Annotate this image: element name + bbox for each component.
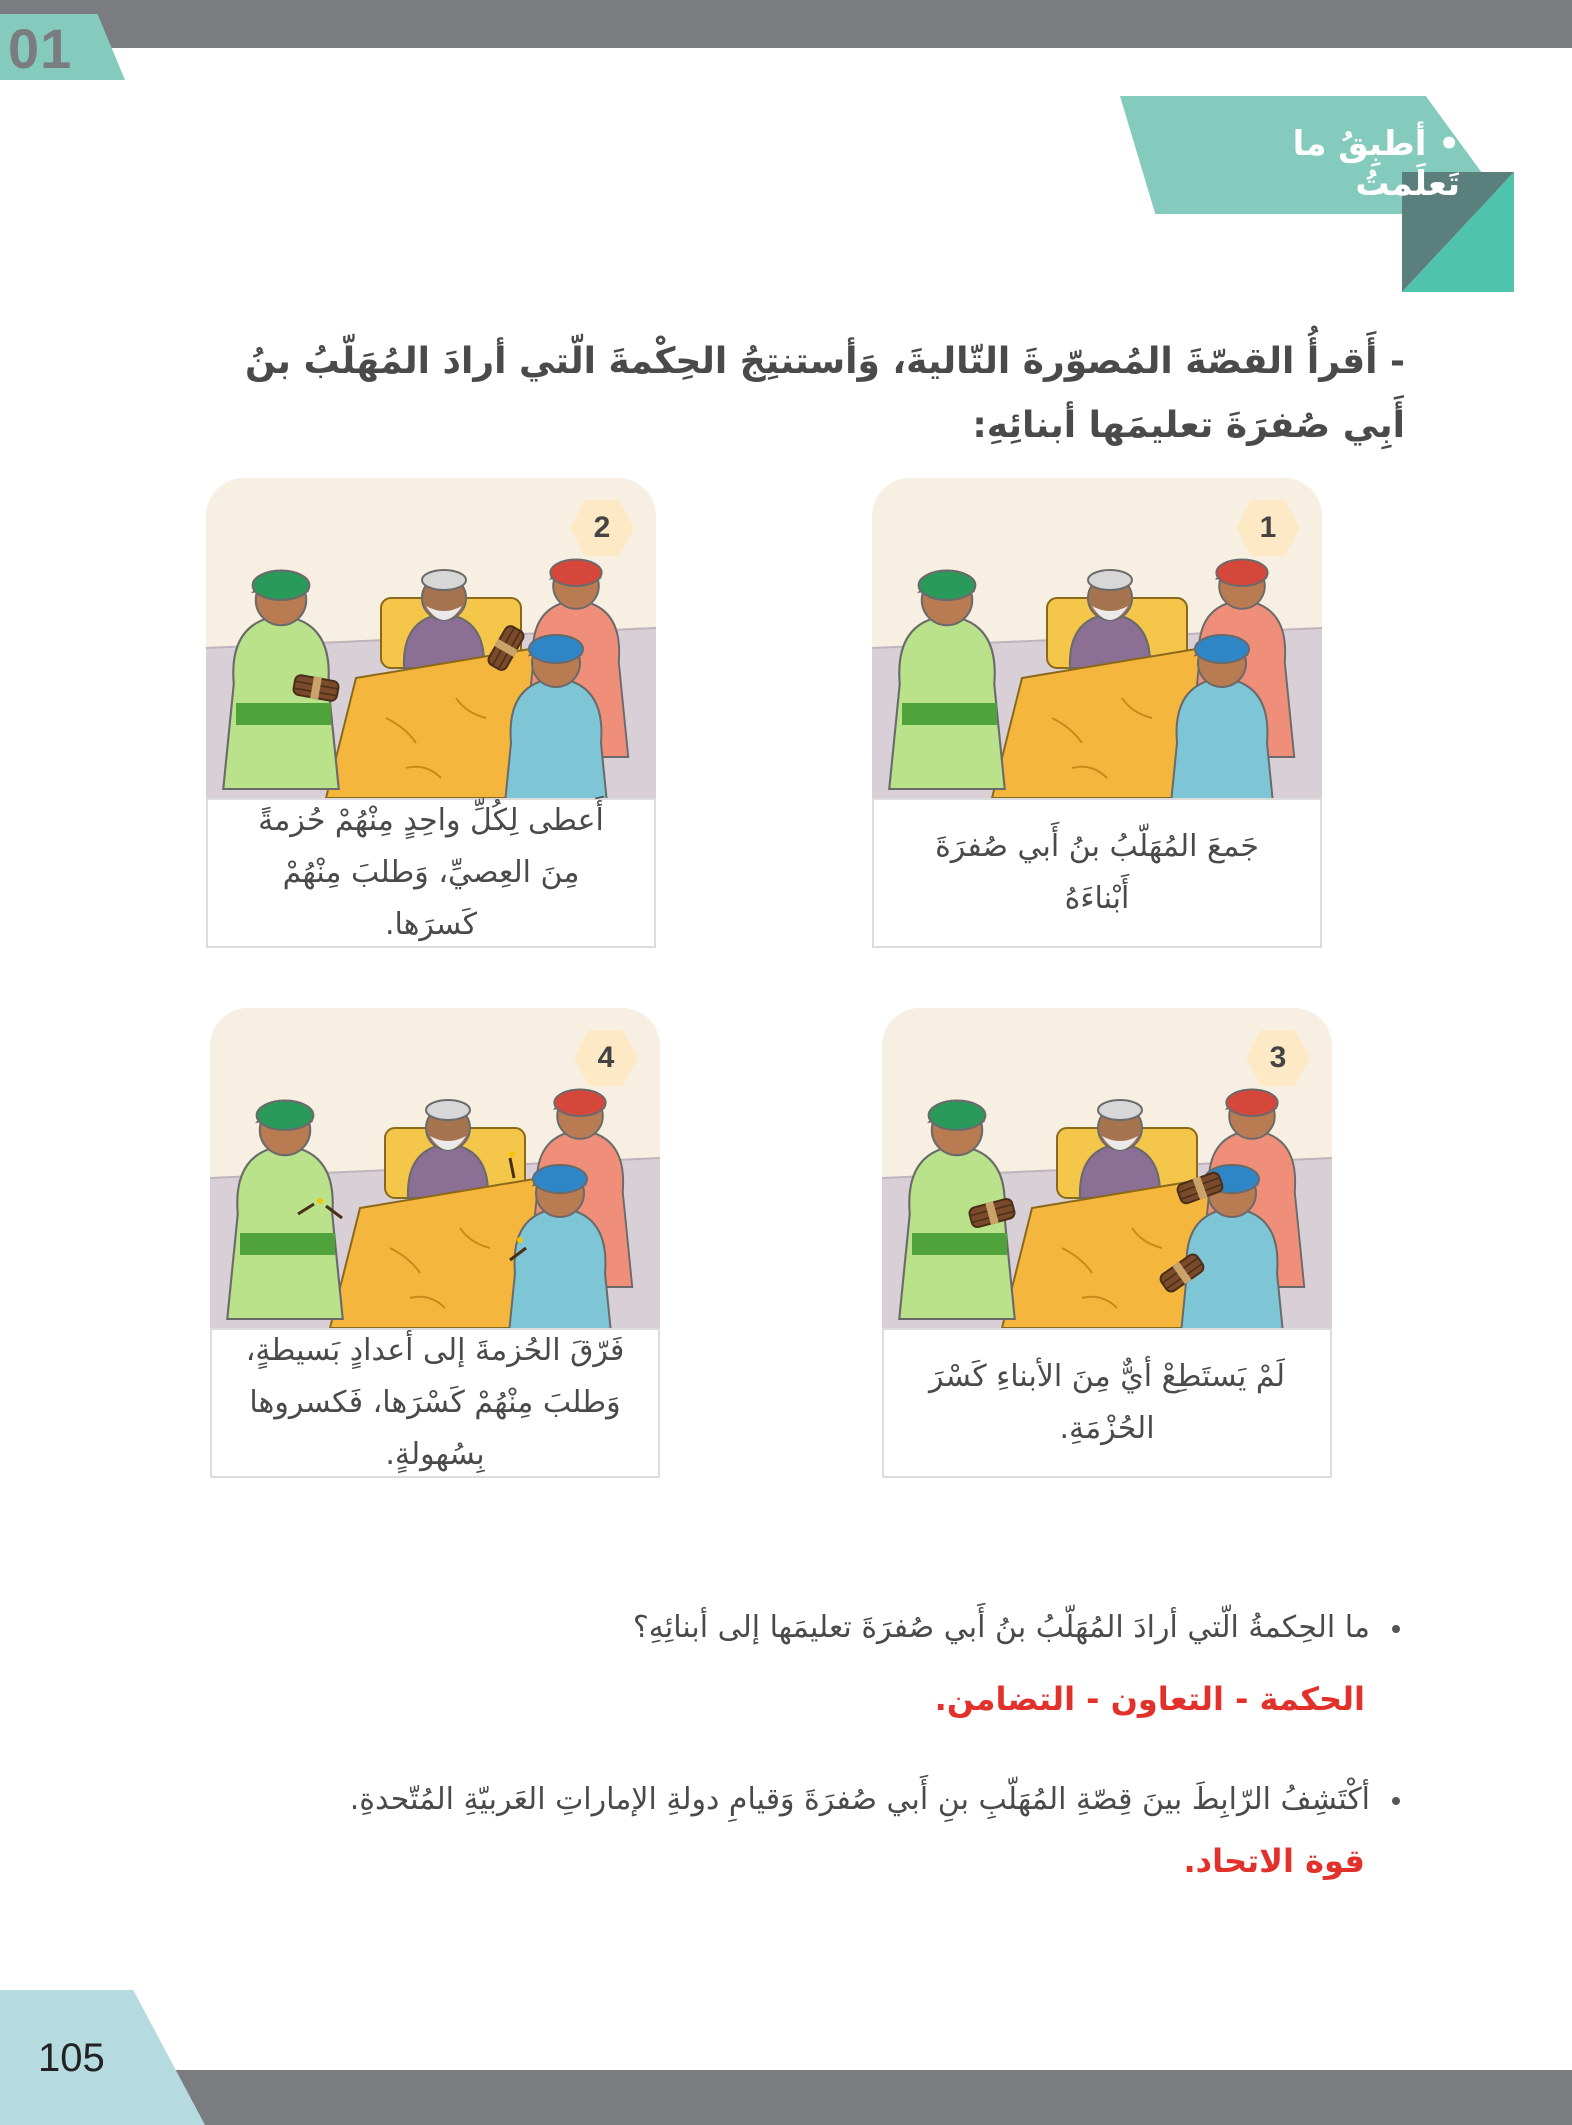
panel-number-badge bbox=[1244, 1028, 1312, 1088]
page-number: 105 bbox=[38, 2036, 105, 2080]
caption-box bbox=[872, 798, 1322, 948]
instruction-text: - أَقرأُ القصّةَ المُصوّرةَ التّاليةَ، وَأستنتِجُ الحِكْمةَ الّتي أرادَ المُهَلّبُ بنُ أَبِي صُفرَةَ تعليمَها أبنائِهِ: bbox=[245, 341, 1405, 446]
bullet-icon bbox=[1392, 1797, 1400, 1805]
panel-number-badge bbox=[568, 498, 636, 558]
panel-number: 2 bbox=[593, 511, 611, 544]
question-text: ما الحِكمةُ الّتي أرادَ المُهَلّبُ بنُ أَبي صُفرَةَ تعليمَها إلى أبنائِهِ؟ bbox=[632, 1610, 1370, 1645]
bottom-bar bbox=[0, 2070, 1572, 2125]
panel-caption: أَعطى لِكُلِّ واحِدٍ مِنْهُمْ حُزمةً مِنَ العِصيِّ، وَطلبَ مِنْهُمْ كَسرَها. bbox=[258, 803, 604, 942]
panel-caption: فَرّقَ الحُزمةَ إلى أعدادٍ بَسيطةٍ، وَطلبَ مِنْهُمْ كَسْرَها، فَكسروها بِسُهولةٍ. bbox=[245, 1333, 625, 1472]
answer-2: قوة الاتحاد. bbox=[1183, 1842, 1365, 1880]
top-bar bbox=[0, 0, 1572, 48]
panel-number-badge bbox=[1234, 498, 1302, 558]
panel-number: 4 bbox=[597, 1041, 615, 1074]
question-text: أكْتَشِفُ الرّابِطَ بينَ قِصّةِ المُهَلّبِ بنِ أَبي صُفرَةَ وَقيامِ دولةِ الإماراتِ العَربيّةِ المُتّحدةِ. bbox=[349, 1782, 1370, 1817]
caption-box bbox=[882, 1328, 1332, 1478]
panel-number: 1 bbox=[1259, 511, 1277, 544]
panel-number-badge bbox=[572, 1028, 640, 1088]
answer-1: الحكمة - التعاون - التضامن. bbox=[934, 1680, 1365, 1718]
panel-caption: جَمعَ المُهَلّبُ بنُ أَبي صُفرَةَ أَبْناءَهُ bbox=[935, 829, 1259, 916]
panel-caption: لَمْ يَستَطِعْ أيٌّ مِنَ الأبناءِ كَسْرَ الحُزْمَةِ. bbox=[929, 1359, 1285, 1446]
panel-number: 3 bbox=[1269, 1041, 1287, 1074]
question-2 bbox=[200, 1782, 1400, 1817]
section-title: • أطبِقُ ما تَعلَمتُ bbox=[1292, 124, 1460, 204]
unit-number: 01 bbox=[8, 17, 73, 80]
question-1 bbox=[200, 1610, 1400, 1645]
bullet-icon bbox=[1392, 1625, 1400, 1633]
caption-box bbox=[206, 798, 656, 948]
caption-box bbox=[210, 1328, 660, 1478]
